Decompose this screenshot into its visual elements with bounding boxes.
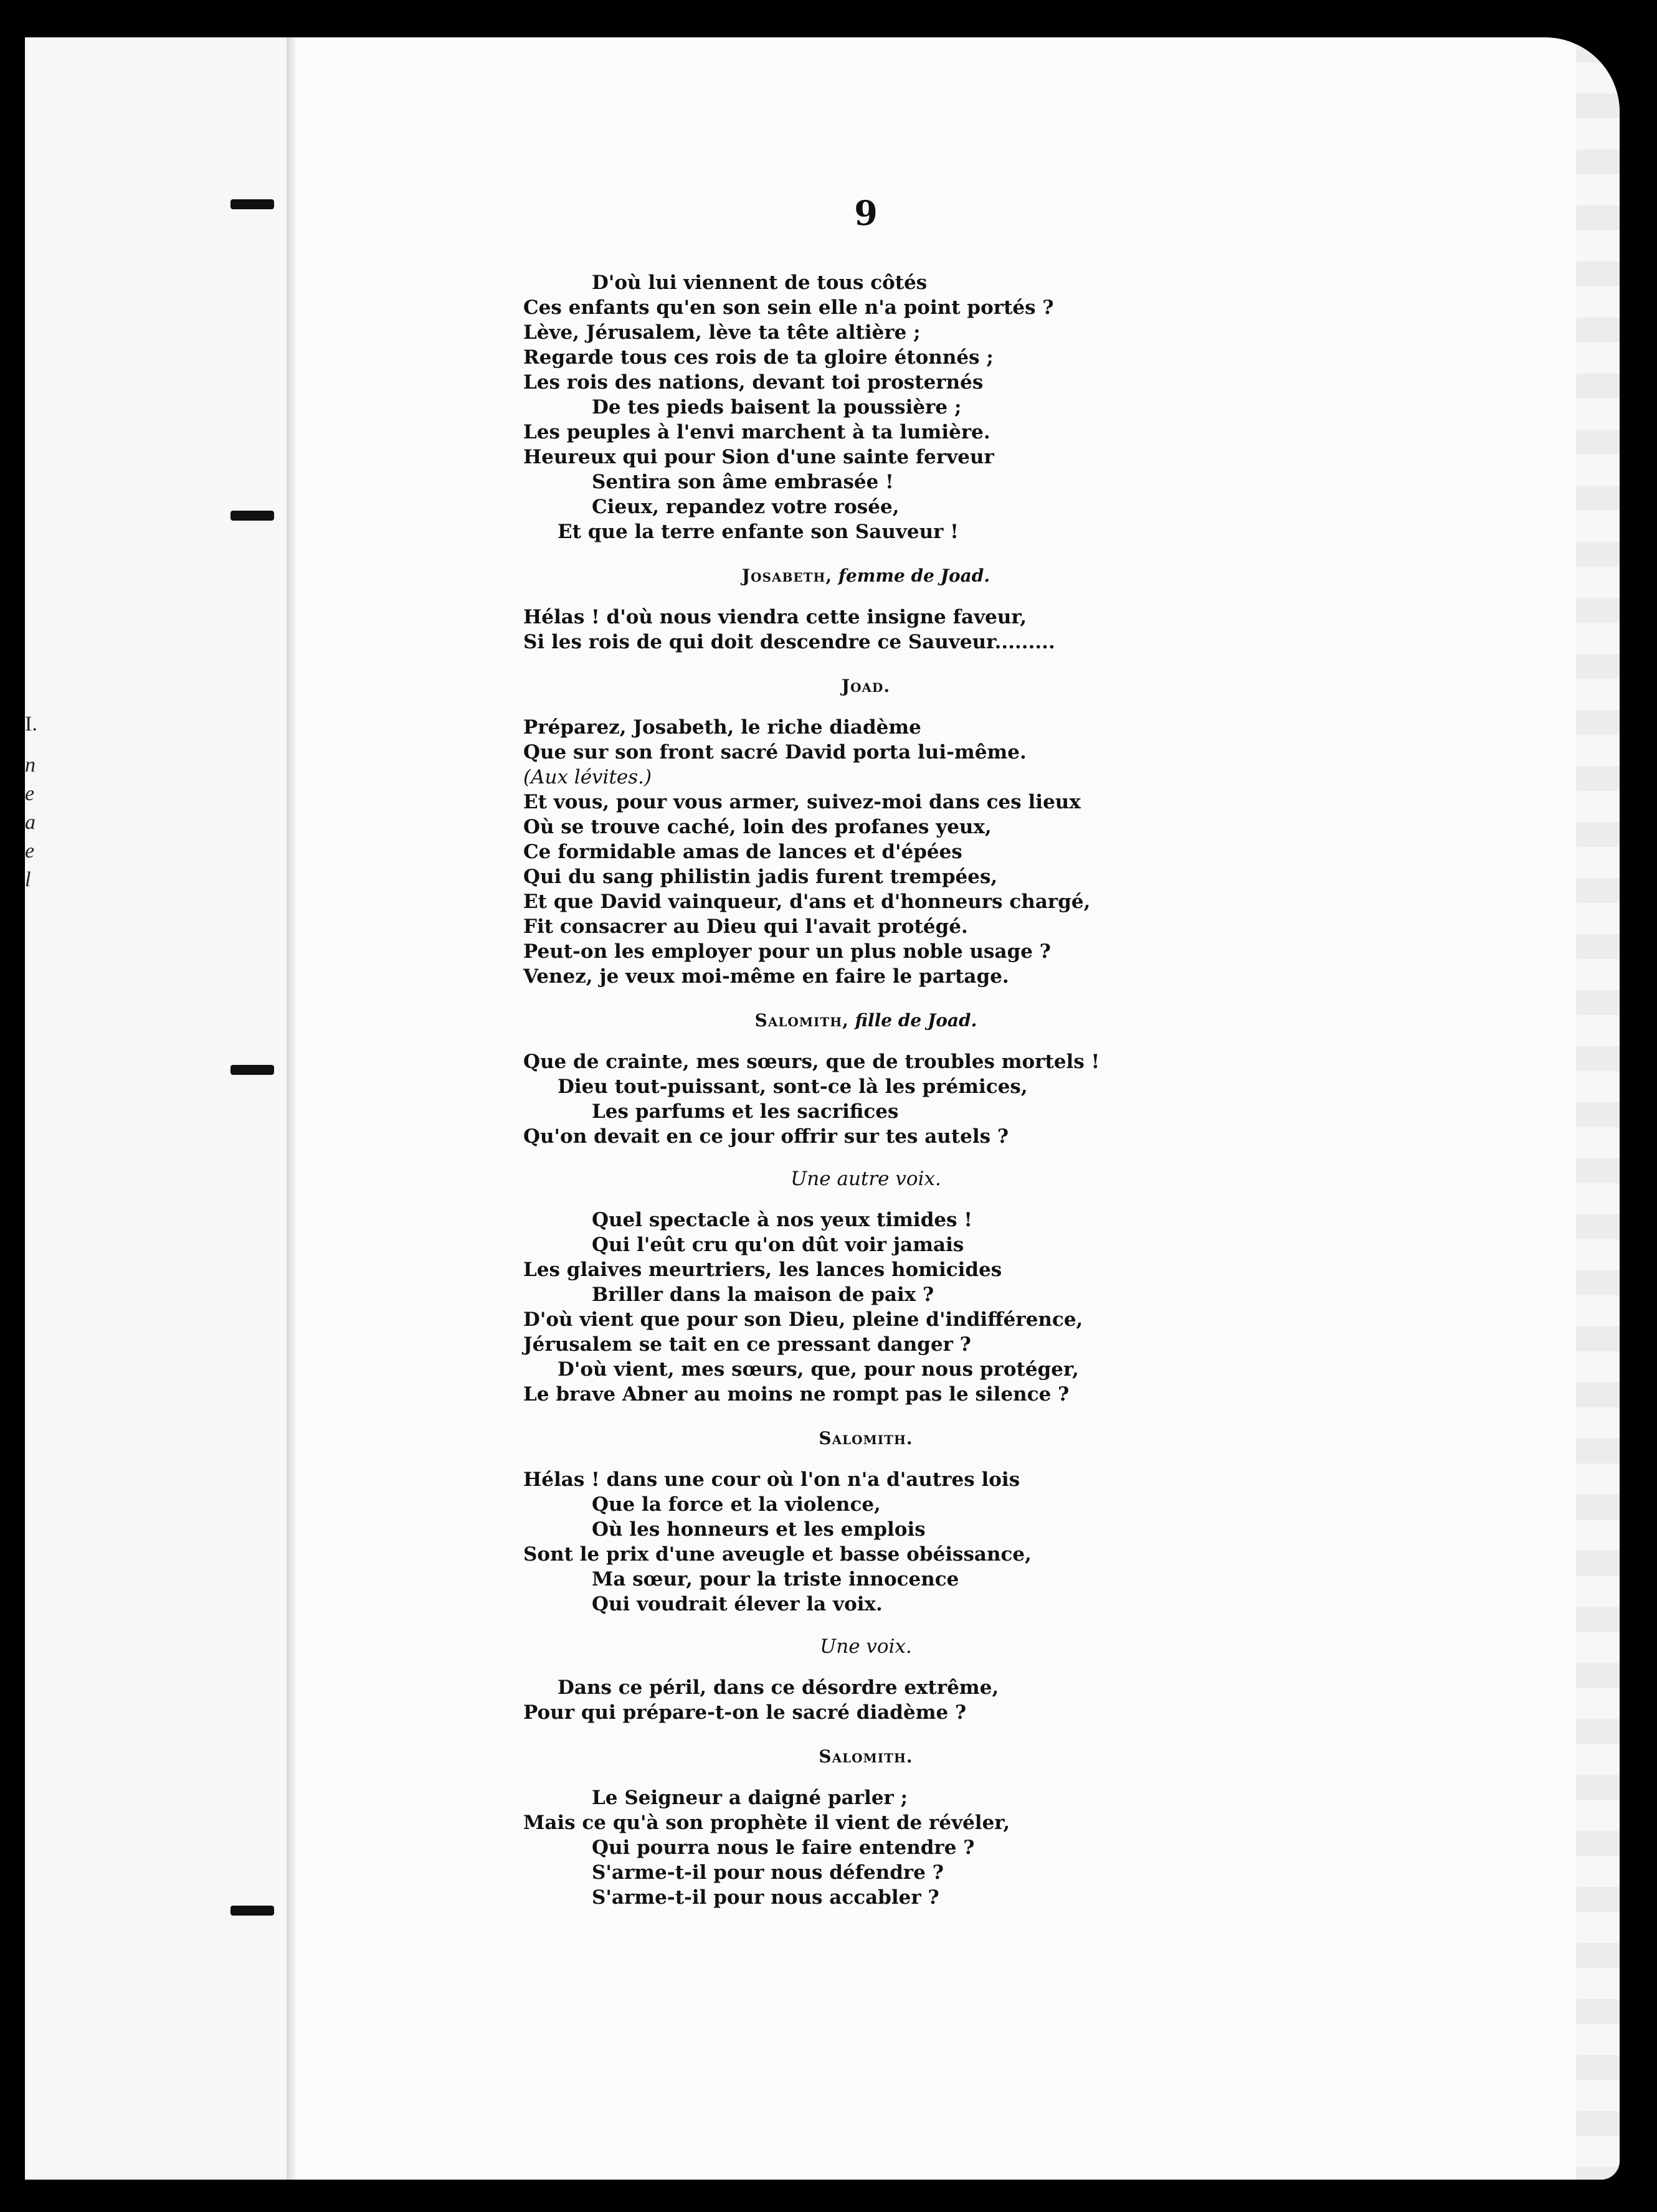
verse-line: Dans ce péril, dans ce désordre extrême,: [558, 1676, 999, 1699]
stanza: [523, 715, 1208, 989]
verse-line: Ce formidable amas de lances et d'épées: [523, 841, 962, 863]
scanned-page: [25, 37, 1620, 2180]
verse-line: S'arme-t-il pour nous accabler ?: [592, 1886, 939, 1909]
verse-line: Les parfums et les sacrifices: [592, 1100, 899, 1123]
verse-line: Et vous, pour vous armer, suivez-moi dans ces lieux: [523, 791, 1081, 813]
verse-line: De tes pieds baisent la poussière ;: [592, 396, 962, 418]
speaker-heading: [523, 1428, 1208, 1449]
verse-line: S'arme-t-il pour nous défendre ?: [592, 1861, 944, 1884]
facing-page-text-fragments: [25, 710, 44, 894]
stanza: [523, 1208, 1208, 1407]
book-gutter: [287, 37, 295, 2180]
verse-line: Sentira son âme embrasée !: [592, 471, 894, 493]
verse-line: Fit consacrer au Dieu qui l'avait protégé.: [523, 915, 968, 938]
binding-mark: [230, 1906, 274, 1916]
verse-line: Ces enfants qu'en son sein elle n'a point portés ?: [523, 296, 1054, 319]
stanza: [523, 1049, 1208, 1149]
verse-line: D'où lui viennent de tous côtés: [592, 272, 928, 294]
verse-line: Heureux qui pour Sion d'une sainte ferveur: [523, 446, 994, 468]
verse-line: Et que la terre enfante son Sauveur !: [558, 521, 959, 543]
verse-line: Qui l'eût cru qu'on dût voir jamais: [592, 1234, 964, 1256]
verse-line: Quel spectacle à nos yeux timides !: [592, 1209, 972, 1231]
facing-page-fragment: e: [25, 839, 35, 863]
verse-line: Lève, Jérusalem, lève ta tête altière ;: [523, 321, 921, 344]
verse-line: Pour qui prépare-t-on le sacré diadème ?: [523, 1701, 967, 1724]
verse-line: Regarde tous ces rois de ta gloire étonnés ;: [523, 346, 994, 369]
binding-mark: [230, 1065, 274, 1075]
verse-line: Briller dans la maison de paix ?: [592, 1283, 934, 1306]
verse-line: Où se trouve caché, loin des profanes yeux,: [523, 816, 992, 838]
verse-line: Qui pourra nous le faire entendre ?: [592, 1836, 975, 1859]
verse-line: Sont le prix d'une aveugle et basse obéissance,: [523, 1543, 1032, 1566]
voice-heading: Une voix.: [820, 1635, 912, 1658]
text-blocks: [523, 270, 1208, 1910]
verse-line: D'où vient, mes sœurs, que, pour nous protéger,: [558, 1358, 1079, 1381]
verse-line: Mais ce qu'à son prophète il vient de révéler,: [523, 1812, 1010, 1834]
speaker-name: Salomith.: [819, 1428, 913, 1449]
verse-line: Dieu tout-puissant, sont-ce là les prémices,: [558, 1075, 1028, 1098]
verse-line: Le Seigneur a daigné parler ;: [592, 1787, 908, 1809]
speaker-heading: [523, 1746, 1208, 1767]
binding-mark: [230, 199, 274, 209]
verse-line: Qu'on devait en ce jour offrir sur tes autels ?: [523, 1125, 1009, 1148]
verse-line: Les peuples à l'envi marchent à ta lumière.: [523, 421, 990, 443]
speaker-description: fille de Joad.: [848, 1010, 977, 1031]
page-number: 9: [854, 193, 878, 233]
voice-heading: Une autre voix.: [791, 1168, 941, 1190]
verse-line: Qui voudrait élever la voix.: [592, 1593, 883, 1615]
verse-line: Que de crainte, mes sœurs, que de troubles mortels !: [523, 1051, 1100, 1073]
verse-line: Que sur son front sacré David porta lui-même.: [523, 741, 1027, 763]
facing-page-margin: [25, 37, 287, 2180]
stanza: [523, 1675, 1208, 1725]
stanza: [523, 605, 1208, 655]
facing-page-fragment: n: [25, 754, 36, 777]
stanza: [523, 270, 1208, 544]
poem-content: [523, 193, 1208, 1910]
speaker-heading: [523, 676, 1208, 696]
binding-mark: [230, 511, 274, 521]
stanza: [523, 1467, 1208, 1617]
speaker-heading: [523, 565, 1208, 586]
facing-page-letter: I.: [25, 712, 37, 735]
speaker-heading: [523, 1010, 1208, 1031]
verse-line: D'où vient que pour son Dieu, pleine d'indifférence,: [523, 1308, 1083, 1331]
verse-line: Le brave Abner au moins ne rompt pas le silence ?: [523, 1383, 1070, 1406]
verse-line: Venez, je veux moi-même en faire le partage.: [523, 965, 1009, 988]
verse-line: Si les rois de qui doit descendre ce Sauveur.........: [523, 631, 1055, 653]
verse-line: Hélas ! dans une cour où l'on n'a d'autres lois: [523, 1468, 1020, 1491]
verse-line: Où les honneurs et les emplois: [592, 1518, 926, 1541]
facing-page-fragment: l: [25, 868, 31, 891]
facing-page-fragment: a: [25, 811, 36, 834]
speaker-name: Joad.: [841, 676, 891, 696]
verse-line: Les glaives meurtriers, les lances homicides: [523, 1259, 1002, 1281]
verse-line: Hélas ! d'où nous viendra cette insigne faveur,: [523, 606, 1027, 628]
verse-line: Préparez, Josabeth, le riche diadème: [523, 716, 921, 739]
speaker-name: Salomith.: [819, 1746, 913, 1767]
verse-line: Ma sœur, pour la triste innocence: [592, 1568, 959, 1590]
verse-line: Cieux, repandez votre rosée,: [592, 496, 900, 518]
verse-line: Et que David vainqueur, d'ans et d'honneurs chargé,: [523, 891, 1091, 913]
verse-line: Qui du sang philistin jadis furent trempées,: [523, 866, 998, 888]
speaker-name: Salomith,: [754, 1010, 849, 1031]
verse-line: Peut-on les employer pour un plus noble usage ?: [523, 940, 1051, 963]
speaker-name: Josabeth,: [741, 565, 833, 586]
stanza: [523, 1785, 1208, 1910]
speaker-description: femme de Joad.: [832, 565, 990, 586]
verse-line: Que la force et la violence,: [592, 1493, 881, 1516]
stage-direction: (Aux lévites.): [523, 766, 652, 788]
facing-page-fragment: e: [25, 782, 35, 805]
verse-line: Les rois des nations, devant toi prosternés: [523, 371, 984, 394]
page-edge: [1576, 37, 1620, 2180]
verse-line: Jérusalem se tait en ce pressant danger ?: [523, 1333, 971, 1356]
